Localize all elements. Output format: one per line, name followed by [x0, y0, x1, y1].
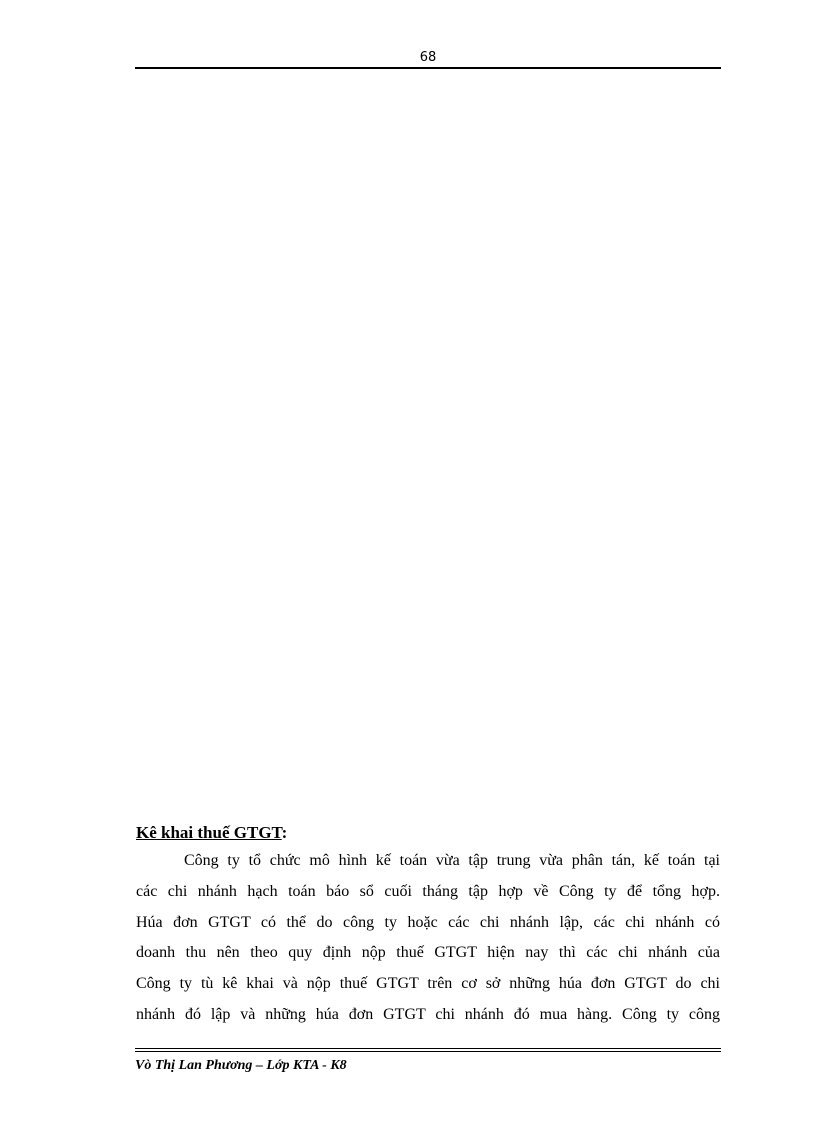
section-heading [136, 820, 720, 846]
paragraph-line: nhánh đó lập và những húa đơn GTGT chi nhánh đó mua hàng. Công ty công [136, 1005, 720, 1023]
page-body [136, 820, 720, 1031]
footer-rule [135, 1048, 721, 1052]
section-heading-colon: : [281, 823, 288, 842]
paragraph-line: doanh thu nên theo quy định nộp thuế GTGT hiện nay thì các chi nhánh của [136, 944, 720, 962]
section-heading-text: Kê khai thuế GTGT [136, 823, 282, 842]
page-footer [135, 1048, 721, 1075]
paragraph-line: Công ty tù kê khai và nộp thuế GTGT trên cơ sở những húa đơn GTGT do chi [136, 975, 720, 993]
page-header [135, 46, 721, 70]
body-paragraph [136, 846, 720, 1031]
paragraph-line: Húa đơn GTGT có thể do công ty hoặc các chi nhánh lập, các chi nhánh có [136, 913, 720, 931]
header-rule [135, 67, 721, 69]
footer-author: Vò Thị Lan Phương – Lớp KTA - K8 [135, 1058, 347, 1073]
paragraph-line: các chi nhánh hạch toán báo sổ cuối tháng tập hợp về Công ty để tổng hợp. [136, 882, 720, 900]
paragraph-line: Công ty tổ chức mô hình kế toán vừa tập trung vừa phân tán, kế toán tại [184, 852, 720, 869]
page-number: 68 [419, 50, 437, 65]
